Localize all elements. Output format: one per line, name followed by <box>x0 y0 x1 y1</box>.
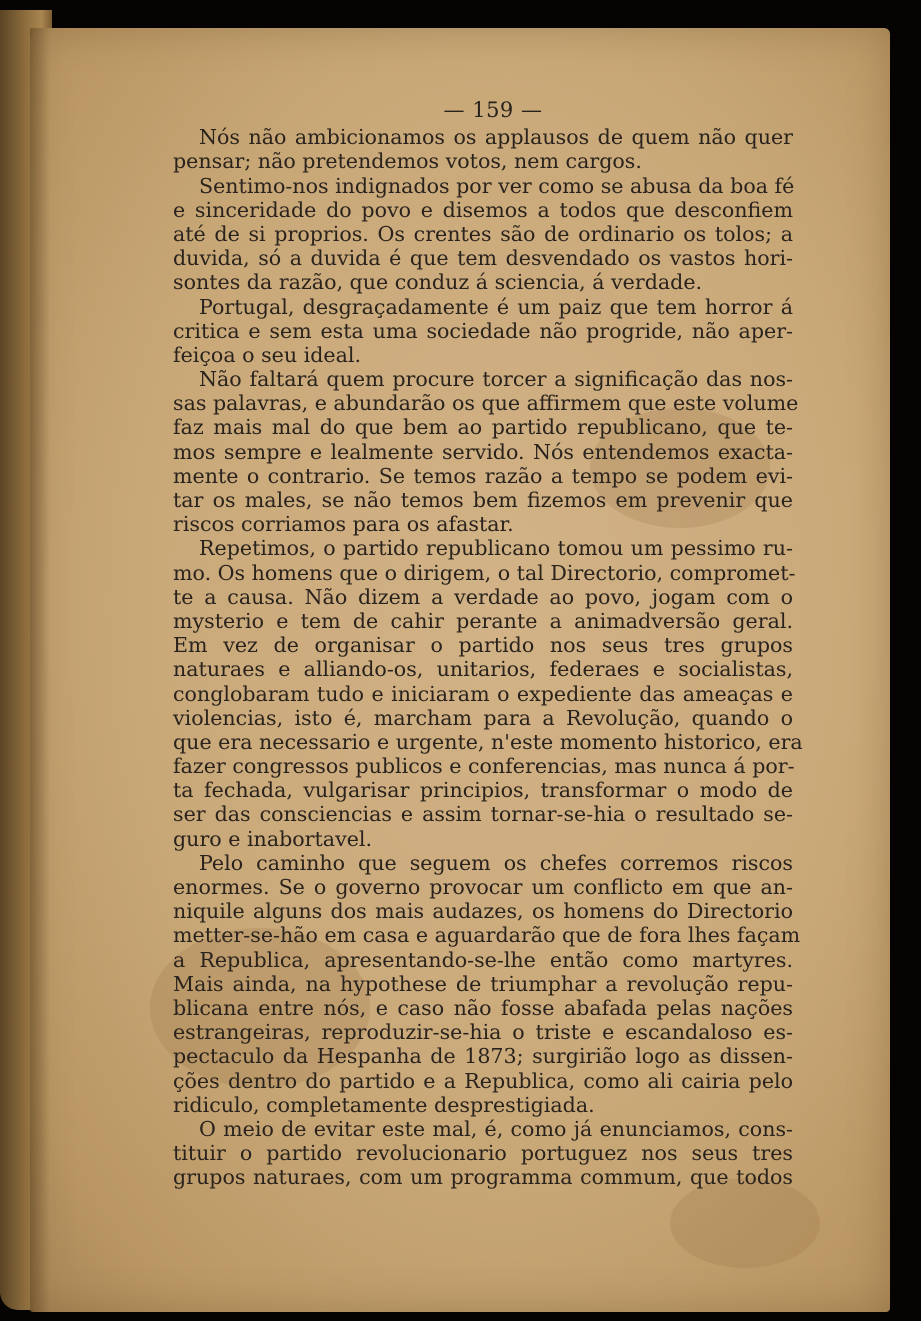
text-line: Pelo caminho que seguem os chefes corremos riscos <box>199 850 793 875</box>
text-line: fazer congressos publicos e conferencias, mas nunca á por- <box>173 754 795 779</box>
text-lines <box>173 125 803 1190</box>
text-line: critica e sem esta uma sociedade não progride, não aper- <box>173 318 793 343</box>
text-line: Portugal, desgraçadamente é um paiz que tem horror á <box>199 294 793 319</box>
text-line: ta fechada, vulgarisar principios, transformar o modo de <box>173 778 793 803</box>
text-line: conglobaram tudo e iniciaram o expediente das ameaças e <box>173 681 793 706</box>
text-line: Sentimo-nos indignados por ver como se abusa da boa fé <box>199 173 795 198</box>
text-line: blicana entre nós, e caso não fosse abafada pelas nações <box>173 995 793 1020</box>
text-line: tituir o partido revolucionario portuguez nos seus tres <box>173 1141 793 1166</box>
text-line: Mais ainda, na hypothese de triumphar a revolução repu- <box>173 971 793 996</box>
text-line: pectaculo da Hespanha de 1873; surgirião logo as dissen- <box>173 1044 793 1069</box>
text-line: feiçoa o seu ideal. <box>173 342 362 367</box>
text-line: até de si proprios. Os crentes são de ordinario os tolos; a <box>173 221 793 246</box>
text-line: enormes. Se o governo provocar um conflicto em que an- <box>173 875 793 900</box>
text-line: riscos corriamos para os afastar. <box>173 512 514 537</box>
text-line: metter-se-hão em casa e aguardarão que de fora lhes façam <box>173 923 801 948</box>
page-text <box>173 98 803 1190</box>
text-line: a Republica, apresentando-se-lhe então como martyres. <box>173 947 793 972</box>
text-line: e sinceridade do povo e disemos a todos que desconfiem <box>173 197 793 222</box>
text-line: Não faltará quem procure torcer a significação das nos- <box>199 367 793 392</box>
text-line: sontes da razão, que conduz á sciencia, á verdade. <box>173 270 703 295</box>
text-line: pensar; não pretendemos votos, nem cargos. <box>173 149 642 174</box>
text-line: O meio de evitar este mal, é, como já enunciamos, cons- <box>199 1116 793 1141</box>
page-number: — 159 — <box>443 98 543 122</box>
text-line: ridiculo, completamente desprestigiada. <box>173 1092 595 1117</box>
text-line: violencias, isto é, marcham para a Revolução, quando o <box>173 705 793 730</box>
text-line: ser das consciencias e assim tornar-se-hia o resultado se- <box>173 802 793 827</box>
text-line: Em vez de organisar o partido nos seus tres grupos <box>173 633 793 658</box>
text-line: grupos naturaes, com um programma commum, que todos <box>173 1165 793 1190</box>
text-line: guro e inabortavel. <box>173 826 373 851</box>
text-line: te a causa. Não dizem a verdade ao povo, jogam com o <box>173 584 793 609</box>
text-line: Nós não ambicionamos os applausos de quem não quer <box>199 125 793 150</box>
text-line: que era necessario e urgente, n'este momento historico, era <box>173 729 803 754</box>
text-line: mos sempre e lealmente servido. Nós entendemos exacta- <box>173 439 793 464</box>
paper-stain <box>670 1178 820 1268</box>
text-line: niquile alguns dos mais audazes, os homens do Directorio <box>173 899 793 924</box>
text-line: mente o contrario. Se temos razão a tempo se podem evi- <box>173 463 793 488</box>
text-line: Repetimos, o partido republicano tomou um pessimo ru- <box>199 536 793 561</box>
page-shadow <box>30 28 50 1312</box>
text-line: mysterio e tem de cahir perante a animadversão geral. <box>173 608 793 633</box>
text-line: naturaes e alliando-os, unitarios, federaes e socialistas, <box>173 657 793 682</box>
text-line: duvida, só a duvida é que tem desvendado os vastos hori- <box>173 246 793 271</box>
text-line: faz mais mal do que bem ao partido republicano, que te- <box>173 415 793 440</box>
text-line: ções dentro do partido e a Republica, como ali cairia pelo <box>173 1068 793 1093</box>
text-line: tar os males, se não temos bem fizemos em prevenir que <box>173 488 793 513</box>
text-line: estrangeiras, reproduzir-se-hia o triste e escandaloso es- <box>173 1020 793 1045</box>
text-line: mo. Os homens que o dirigem, o tal Directorio, compromet- <box>173 560 796 585</box>
text-line: sas palavras, e abundarão os que affirmem que este volume <box>173 391 799 416</box>
